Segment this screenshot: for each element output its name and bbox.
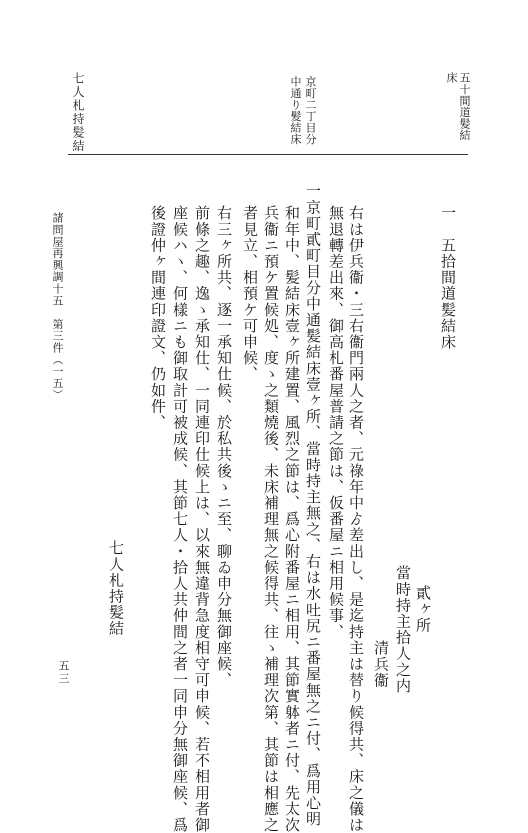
para3-line3 [172,205,187,833]
header-subtitle-line2: 中通り髪結床 [289,76,302,145]
holders-label [395,565,410,694]
para3-line2-text: 前條之趣、逸ゝ承知仕、一同連印仕候上は、以來無違背急度相守可申候、若不相用者御 [193,205,211,833]
header-subtitle-2 [290,76,301,145]
section-title [440,205,455,350]
para3-line4 [150,205,165,430]
para2-line1-text: 一京町貳町目分中通髪結床壹ヶ所、當時持主無之、右は水吐尻ニ番屋無之ニ付、爲用心明 [304,183,322,827]
para2-line4-text: 者見立、相預ケ可申候、 [241,205,259,383]
para1-line2-text: 無退轉差出來、御高札番屋普請之節は、仮番屋ニ相用候事、 [327,205,345,640]
count-text: 貳ヶ所 [414,585,432,634]
para3-line4-text: 後證仲ヶ間連印證文、仍如件、 [149,205,167,431]
para2-line2 [284,205,299,833]
para1-line1 [348,205,363,833]
para3-line1-text: 右三ヶ所共、逐一承知仕候、於私共後ゝニ至、聊ゐ申分無御座候、 [215,205,233,688]
footer-source-text: 諸問屋再興調十五 第三件（一五） [51,212,64,401]
header-title-2 [446,72,457,84]
header-subtitle-line1: 京町二丁目分 [304,76,317,145]
page-number [58,660,69,685]
para2-line3-text: 兵衞ニ預ケ置候処、度ゝ之類燒後、未床補理無之候得共、往ゝ補理次第、其節は相應之 [262,205,280,833]
holders-text: 當時持主拾人之内 [394,565,412,694]
para3-line2 [194,205,209,833]
count-label [415,585,430,633]
para1-line1-text: 右は伊兵衞・三右衞門兩人之者、元祿年中ゟ差出し、是迄持主は替り候得共、床之儀は [347,205,365,833]
header-title-line1: 五十間道髪結 [458,72,471,141]
section-title-text: 一 五拾間道髪結床 [439,205,457,350]
signature-text: 七人札持髪結 [107,540,125,637]
header-subtitle-1 [305,76,316,145]
para3-line1 [216,205,231,688]
holder-name [373,640,388,688]
para2-line3 [263,205,278,833]
signature [108,540,123,637]
holder-name-text: 清兵衞 [372,640,390,689]
para1-line2 [328,205,343,640]
left-title-text: 七人札持髪結 [71,72,85,153]
footer-source [52,212,63,401]
header-rule [68,154,468,155]
page-number-text: 五三 [57,660,70,685]
para3-line3-text: 座候ハヽ、何樣ニも御取計可被成候、其節七人・拾人共仲間之者一同申分無御座候、爲 [171,205,189,833]
para2-line2-text: 和年中、髪結床壹ヶ所建置、風烈之節は、爲心附番屋ニ相用、其節實躰者ニ付、先太次 [283,205,301,833]
para2-line4 [242,205,257,382]
para2-line1 [305,183,320,827]
header-left-title [72,72,84,153]
header-title [459,72,470,141]
header-title-line2: 床 [445,72,458,84]
